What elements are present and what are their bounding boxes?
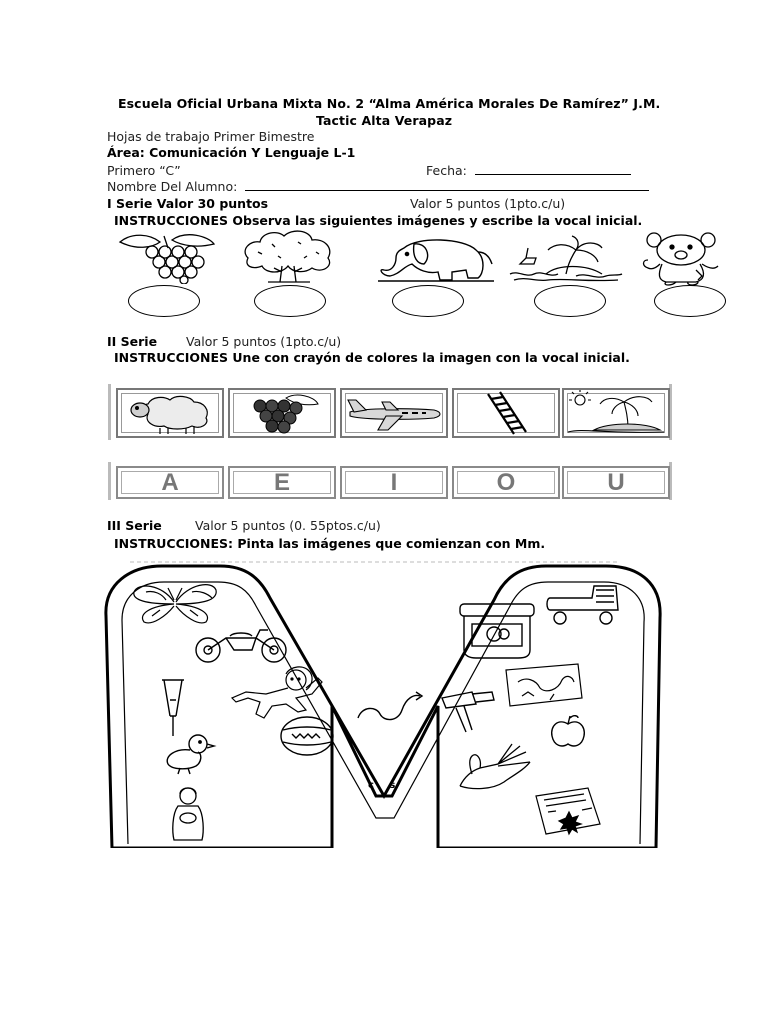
vowel-o[interactable]: O [452,466,560,499]
image-card-island[interactable] [562,388,670,438]
image-card-airplane[interactable] [340,388,448,438]
serie2-title: II Serie [107,334,158,349]
hand-icon[interactable] [452,734,540,794]
serie3-instructions: INSTRUCCIONES: Pinta las imágenes que comienzan con Mm. [114,536,546,551]
ladder-icon [454,390,558,436]
student-row [107,179,649,194]
butterfly-icon[interactable] [126,578,222,626]
elephant-icon [374,234,496,282]
answer-oval-2[interactable] [254,285,326,317]
mother-icon[interactable] [164,784,212,842]
ball-icon[interactable] [278,714,336,758]
snake-icon[interactable] [352,686,424,726]
vowel-u[interactable]: U [562,466,670,499]
chick-icon[interactable] [158,732,218,776]
student-label: Nombre Del Alumno: [107,179,238,194]
grapes-icon [112,230,222,284]
paper-icon[interactable] [530,786,606,836]
answer-oval-4[interactable] [534,285,606,317]
date-row [426,163,631,178]
school-name: Escuela Oficial Urbana Mixta No. 2 “Alma América Morales De Ramírez” J.M. [118,96,661,111]
island-icon [506,234,624,282]
island-icon [564,390,668,436]
hammer-icon[interactable] [436,688,500,734]
serie3-value: Valor 5 puntos (0. 55ptos.c/u) [195,518,381,533]
date-label: Fecha: [426,163,467,178]
serie1-instructions: INSTRUCCIONES Observa las siguientes imágenes y escribe la vocal inicial. [114,213,643,228]
letter-caption: c s [368,780,402,791]
sheep-icon [118,390,222,436]
jar-icon[interactable] [452,600,542,660]
student-name-blank[interactable] [245,179,649,191]
grade-label: Primero “C” [107,163,181,178]
image-card-ladder[interactable] [452,388,560,438]
answer-oval-5[interactable] [654,285,726,317]
answer-oval-1[interactable] [128,285,200,317]
grapes-icon [230,390,334,436]
image-card-sheep[interactable] [116,388,224,438]
serie2-value: Valor 5 puntos (1pto.c/u) [186,334,342,349]
vowel-a[interactable]: A [116,466,224,499]
school-location: Tactic Alta Verapaz [316,113,453,128]
serie1-title: I Serie Valor 30 puntos [107,196,269,211]
answer-oval-3[interactable] [392,285,464,317]
motorcycle-icon[interactable] [190,626,294,664]
tree-icon [238,228,338,284]
date-blank[interactable] [475,163,631,175]
worksheet-subtitle: Hojas de trabajo Primer Bimestre [107,129,315,144]
serie3-title: III Serie [107,518,162,533]
crutch-icon[interactable] [156,676,190,738]
serie2-instructions: INSTRUCCIONES Une con crayón de colores la imagen con la vocal inicial. [114,350,630,365]
roller-skate-icon[interactable] [544,580,628,626]
airplane-icon [342,390,446,436]
area-label: Área: Comunicación Y Lenguaje L-1 [107,145,356,160]
image-card-grapes[interactable] [228,388,336,438]
serie1-value: Valor 5 puntos (1pto.c/u) [410,196,566,211]
vowel-i[interactable]: I [340,466,448,499]
apple-icon[interactable] [548,714,590,750]
map-icon[interactable] [502,662,586,708]
teddy-bear-icon [636,230,732,286]
vowel-e[interactable]: E [228,466,336,499]
